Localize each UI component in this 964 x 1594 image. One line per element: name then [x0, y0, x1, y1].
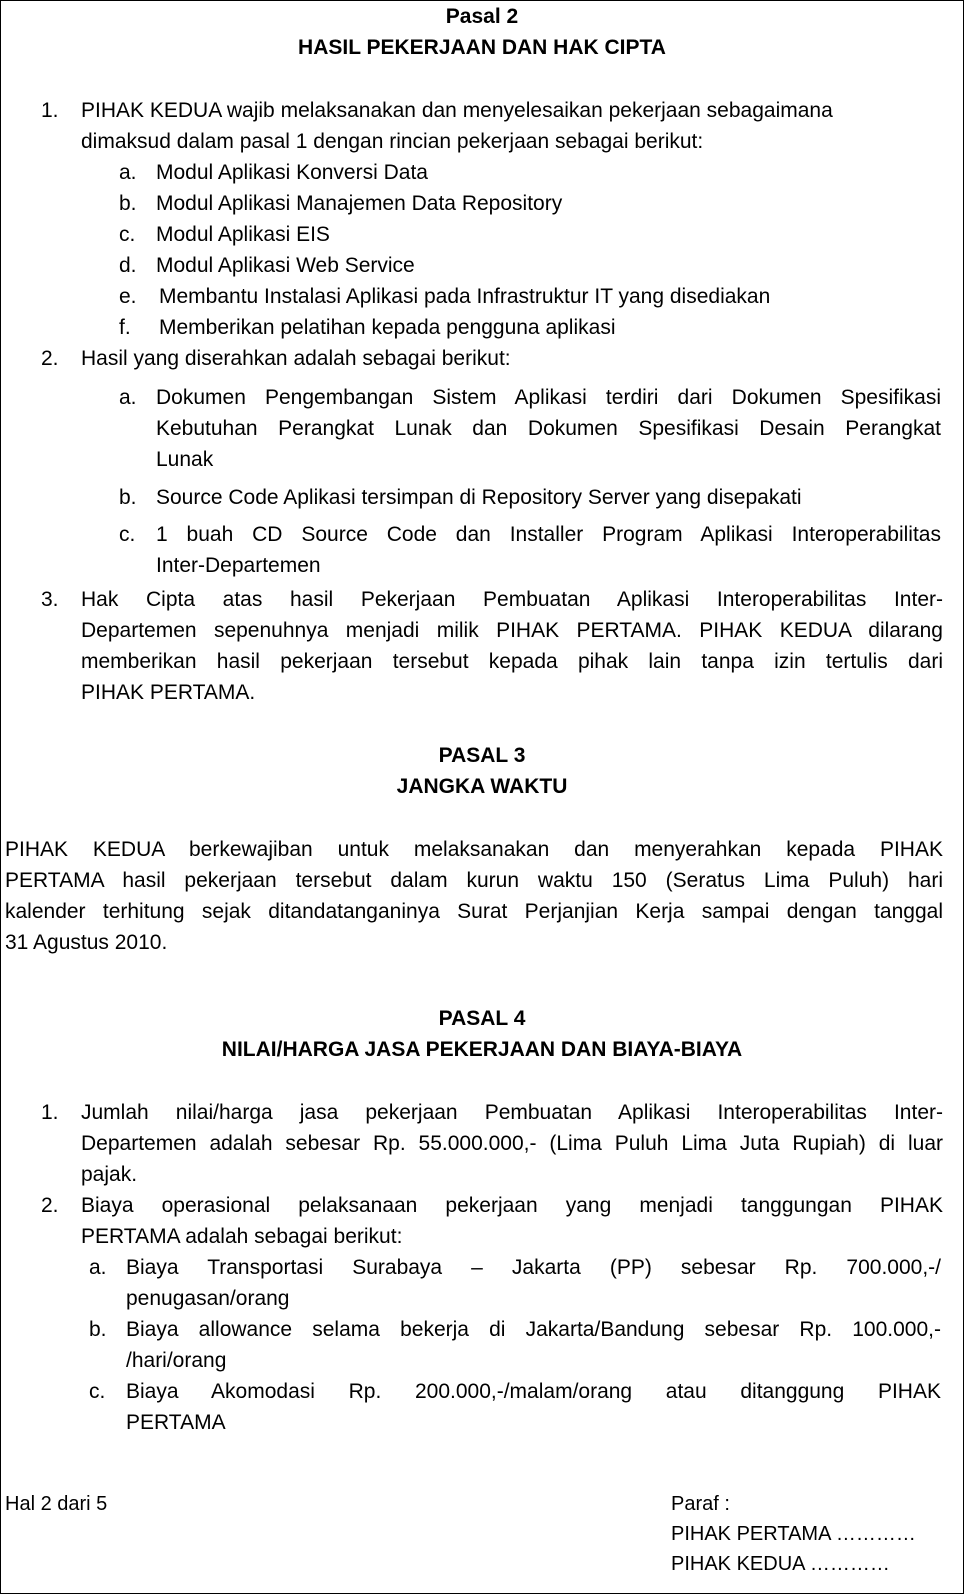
pasal2-item3-line: memberikan hasil pekerjaan tersebut kepada pihak lain tanpa izin tertulis dari: [81, 650, 943, 673]
pasal2-item1-line: dimaksud dalam pasal 1 dengan rincian pekerjaan sebagai berikut:: [81, 130, 704, 153]
sublist-item: Memberikan pelatihan kepada pengguna aplikasi: [159, 316, 616, 339]
sublist-line: /hari/orang: [126, 1349, 227, 1372]
pasal2-item2-text: Hasil yang diserahkan adalah sebagai berikut:: [81, 347, 511, 370]
sublist-item: Membantu Instalasi Aplikasi pada Infrastruktur IT yang disediakan: [159, 285, 771, 308]
sublist-line: Inter-Departemen: [156, 554, 321, 577]
sublist-marker: b.: [119, 486, 137, 509]
pasal3-paragraph-line: 31 Agustus 2010.: [5, 931, 168, 954]
sublist-marker: a.: [119, 386, 137, 409]
page-number: Hal 2 dari 5: [5, 1493, 108, 1515]
sublist-marker: d.: [119, 254, 137, 277]
sublist-marker: a.: [119, 161, 137, 184]
pasal4-item2-line: Biaya operasional pelaksanaan pekerjaan yang menjadi tanggungan PIHAK: [81, 1194, 943, 1217]
sublist-line: Source Code Aplikasi tersimpan di Repository Server yang disepakati: [156, 486, 802, 509]
pasal4-item1-line: Jumlah nilai/harga jasa pekerjaan Pembuatan Aplikasi Interoperabilitas Inter-: [81, 1101, 943, 1124]
sublist-line: Biaya Akomodasi Rp. 200.000,-/malam/orang atau ditanggung PIHAK: [126, 1380, 941, 1403]
pasal3-paragraph-line: PERTAMA hasil pekerjaan tersebut dalam kurun waktu 150 (Seratus Lima Puluh) hari: [5, 869, 943, 892]
pasal4-item2-line: PERTAMA adalah sebagai berikut:: [81, 1225, 403, 1248]
sublist-marker: e.: [119, 285, 137, 308]
pasal2-item1-line: PIHAK KEDUA wajib melaksanakan dan menyelesaikan pekerjaan sebagaimana: [81, 99, 833, 122]
pasal3-paragraph-line: kalender terhitung sejak ditandatanganinya Surat Perjanjian Kerja sampai dengan tanggal: [5, 900, 943, 923]
paraf-pihak-pertama: PIHAK PERTAMA …………: [671, 1523, 916, 1545]
pasal2-title: HASIL PEKERJAAN DAN HAK CIPTA: [298, 36, 666, 59]
pasal4-item1-line: Departemen adalah sebesar Rp. 55.000.000,- (Lima Puluh Lima Juta Rupiah) di luar: [81, 1132, 943, 1155]
sublist-marker: a.: [89, 1256, 107, 1279]
pasal3-number: PASAL 3: [438, 744, 526, 767]
pasal2-item3-line: PIHAK PERTAMA.: [81, 681, 256, 704]
pasal2-number: Pasal 2: [445, 5, 519, 28]
sublist-line: Dokumen Pengembangan Sistem Aplikasi terdiri dari Dokumen Spesifikasi: [156, 386, 941, 409]
paraf-pihak-kedua: PIHAK KEDUA …………: [671, 1553, 890, 1575]
pasal3-title: JANGKA WAKTU: [396, 775, 568, 798]
list-marker: 1.: [41, 99, 59, 122]
sublist-marker: c.: [119, 523, 136, 546]
sublist-marker: c.: [119, 223, 136, 246]
pasal2-item3-line: Departemen sepenuhnya menjadi milik PIHAK PERTAMA. PIHAK KEDUA dilarang: [81, 619, 943, 642]
sublist-line: Lunak: [156, 448, 214, 471]
sublist-item: Modul Aplikasi EIS: [156, 223, 330, 246]
sublist-marker: b.: [89, 1318, 107, 1341]
sublist-line: Biaya Transportasi Surabaya – Jakarta (PP) sebesar Rp. 700.000,-/: [126, 1256, 941, 1279]
sublist-line: Kebutuhan Perangkat Lunak dan Dokumen Spesifikasi Desain Perangkat: [156, 417, 941, 440]
pasal4-item1-line: pajak.: [81, 1163, 138, 1186]
list-marker: 2.: [41, 347, 59, 370]
sublist-line: PERTAMA: [126, 1411, 226, 1434]
list-marker: 1.: [41, 1101, 59, 1124]
sublist-marker: c.: [89, 1380, 106, 1403]
sublist-line: 1 buah CD Source Code dan Installer Program Aplikasi Interoperabilitas: [156, 523, 941, 546]
sublist-item: Modul Aplikasi Manajemen Data Repository: [156, 192, 563, 215]
pasal2-item3-line: Hak Cipta atas hasil Pekerjaan Pembuatan Aplikasi Interoperabilitas Inter-: [81, 588, 943, 611]
sublist-item: Modul Aplikasi Web Service: [156, 254, 415, 277]
list-marker: 2.: [41, 1194, 59, 1217]
paraf-label: Paraf :: [671, 1493, 730, 1515]
sublist-marker: f.: [119, 316, 131, 339]
list-marker: 3.: [41, 588, 59, 611]
sublist-line: Biaya allowance selama bekerja di Jakarta/Bandung sebesar Rp. 100.000,-: [126, 1318, 941, 1341]
sublist-line: penugasan/orang: [126, 1287, 290, 1310]
pasal4-number: PASAL 4: [438, 1007, 526, 1030]
sublist-item: Modul Aplikasi Konversi Data: [156, 161, 428, 184]
pasal4-title: NILAI/HARGA JASA PEKERJAAN DAN BIAYA-BIAYA: [221, 1038, 743, 1061]
pasal3-paragraph-line: PIHAK KEDUA berkewajiban untuk melaksanakan dan menyerahkan kepada PIHAK: [5, 838, 943, 861]
sublist-marker: b.: [119, 192, 137, 215]
